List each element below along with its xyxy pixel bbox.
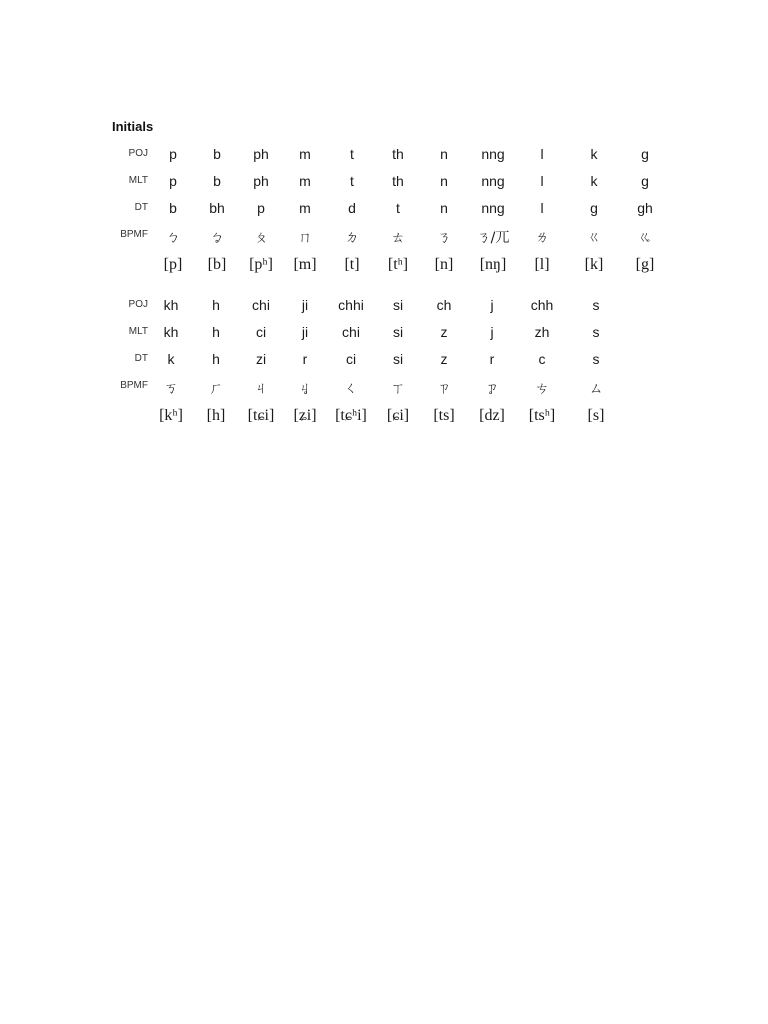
table-cell: chh <box>530 297 554 313</box>
table-cell: [ɕi] <box>386 407 410 424</box>
row-ipa <box>108 250 668 280</box>
table-cell: g <box>590 200 598 216</box>
row-label-dt: DT <box>134 353 148 364</box>
table-cell: [ts] <box>433 407 455 424</box>
table-cell: gh <box>637 200 653 216</box>
table-cell: ci <box>255 324 267 340</box>
table-cell: m <box>299 146 311 162</box>
row-label-mlt: MLT <box>128 175 148 186</box>
table-cell: ph <box>253 173 269 189</box>
table-cell: k <box>167 351 175 367</box>
initials-table-part-2 <box>108 293 668 431</box>
table-cell: [tʰ] <box>387 256 409 273</box>
table-cell: [l] <box>534 256 550 273</box>
table-cell: nng <box>481 146 505 162</box>
table-cell: l <box>540 173 544 189</box>
table-cell: p <box>257 200 265 216</box>
table-cell: ㄅ <box>166 230 180 246</box>
table-cell: ㆡ <box>485 381 499 397</box>
table-cell: [s] <box>587 407 605 424</box>
table-cell: z <box>440 324 448 340</box>
table-cell: n <box>440 173 448 189</box>
table-cell: l <box>540 146 544 162</box>
table-cell: ㄏ <box>209 381 223 397</box>
table-cell: l <box>540 200 544 216</box>
table-cell: b <box>169 200 177 216</box>
row-poj <box>108 142 668 169</box>
table-cell: ph <box>253 146 269 162</box>
table-cell: t <box>396 200 400 216</box>
table-cell: [p] <box>163 256 183 273</box>
table-cell: z <box>440 351 448 367</box>
row-label-poj: POJ <box>128 299 148 310</box>
table-cell: ㆣ <box>638 230 652 246</box>
table-cell: ㄋ/ㄫ <box>476 230 510 246</box>
table-cell: m <box>299 200 311 216</box>
table-cell: n <box>440 200 448 216</box>
table-cell: chi <box>342 324 360 340</box>
row-mlt <box>108 169 668 196</box>
table-cell: ㄒ <box>391 381 405 397</box>
table-cell: bh <box>209 200 225 216</box>
table-cell: [t] <box>344 256 360 273</box>
table-cell: [h] <box>206 407 226 424</box>
table-cell: g <box>641 146 649 162</box>
table-cell: ㄐ <box>254 381 268 397</box>
table-cell: ci <box>345 351 357 367</box>
table-cell: [tɕi] <box>247 407 275 424</box>
table-cell: s <box>592 351 600 367</box>
table-cell: ㆢ <box>298 381 312 397</box>
table-cell: chi <box>252 297 270 313</box>
table-cell: b <box>213 173 221 189</box>
row-dt <box>108 347 668 374</box>
table-cell: j <box>490 324 494 340</box>
table-cell: [k] <box>584 256 604 273</box>
row-poj <box>108 293 668 320</box>
table-cell: ch <box>436 297 452 313</box>
table-cell: h <box>212 351 220 367</box>
table-cell: ji <box>301 324 309 340</box>
table-cell: [nŋ] <box>479 256 507 273</box>
row-dt <box>108 196 668 223</box>
table-cell: zh <box>534 324 550 340</box>
table-cell: si <box>392 297 404 313</box>
table-cell: kh <box>163 297 179 313</box>
table-cell: ㄗ <box>437 381 451 397</box>
table-cell: ㄉ <box>345 230 359 246</box>
table-cell: h <box>212 324 220 340</box>
table-cell: j <box>490 297 494 313</box>
row-ipa <box>108 401 668 431</box>
section-title: Initials <box>112 119 154 134</box>
row-label-dt: DT <box>134 202 148 213</box>
table-cell: ㄙ <box>589 381 603 397</box>
table-cell: ㄎ <box>164 381 178 397</box>
table-cell: n <box>440 146 448 162</box>
table-cell: t <box>350 173 354 189</box>
table-cell: [pʰ] <box>249 256 273 273</box>
row-bpmf <box>108 223 668 250</box>
table-cell: p <box>169 173 177 189</box>
table-cell: [kʰ] <box>159 407 183 424</box>
table-cell: kh <box>163 324 179 340</box>
table-cell: s <box>592 324 600 340</box>
table-cell: si <box>392 351 404 367</box>
table-cell: ㄘ <box>535 381 549 397</box>
table-cell: si <box>392 324 404 340</box>
table-cell: m <box>299 173 311 189</box>
table-cell: ㄆ <box>254 230 268 246</box>
table-cell: [tsʰ] <box>528 407 556 424</box>
table-cell: d <box>348 200 356 216</box>
row-label-poj: POJ <box>128 148 148 159</box>
table-cell: ㄑ <box>344 381 358 397</box>
table-cell: p <box>169 146 177 162</box>
row-label-mlt: MLT <box>128 326 148 337</box>
table-cell: t <box>350 146 354 162</box>
row-mlt <box>108 320 668 347</box>
table-cell: th <box>392 146 404 162</box>
row-bpmf <box>108 374 668 401</box>
row-label-bpmf: BPMF <box>120 229 148 240</box>
table-cell: th <box>392 173 404 189</box>
table-cell: [dz] <box>479 407 505 424</box>
table-cell: r <box>489 351 495 367</box>
table-cell: ㄋ <box>437 230 451 246</box>
table-cell: k <box>590 146 598 162</box>
table-cell: c <box>538 351 546 367</box>
table-cell: zi <box>255 351 267 367</box>
table-cell: [n] <box>434 256 454 273</box>
table-cell: b <box>213 146 221 162</box>
table-cell: [g] <box>635 256 655 273</box>
table-cell: k <box>590 173 598 189</box>
table-cell: h <box>212 297 220 313</box>
row-label-bpmf: BPMF <box>120 380 148 391</box>
table-cell: [m] <box>293 256 317 273</box>
table-cell: chhi <box>338 297 364 313</box>
initials-table-part-1 <box>108 142 668 280</box>
table-cell: ㄌ <box>535 230 549 246</box>
table-cell: ㄍ <box>587 230 601 246</box>
table-cell: ㆠ <box>210 230 224 246</box>
table-cell: [tɕʰi] <box>335 407 367 424</box>
table-cell: ㄇ <box>298 230 312 246</box>
table-cell: nng <box>481 200 505 216</box>
table-cell: nng <box>481 173 505 189</box>
table-cell: [ʑi] <box>293 407 317 424</box>
table-cell: r <box>302 351 308 367</box>
table-cell: s <box>592 297 600 313</box>
table-cell: [b] <box>207 256 227 273</box>
table-cell: ㄊ <box>391 230 405 246</box>
table-cell: g <box>641 173 649 189</box>
table-cell: ji <box>301 297 309 313</box>
